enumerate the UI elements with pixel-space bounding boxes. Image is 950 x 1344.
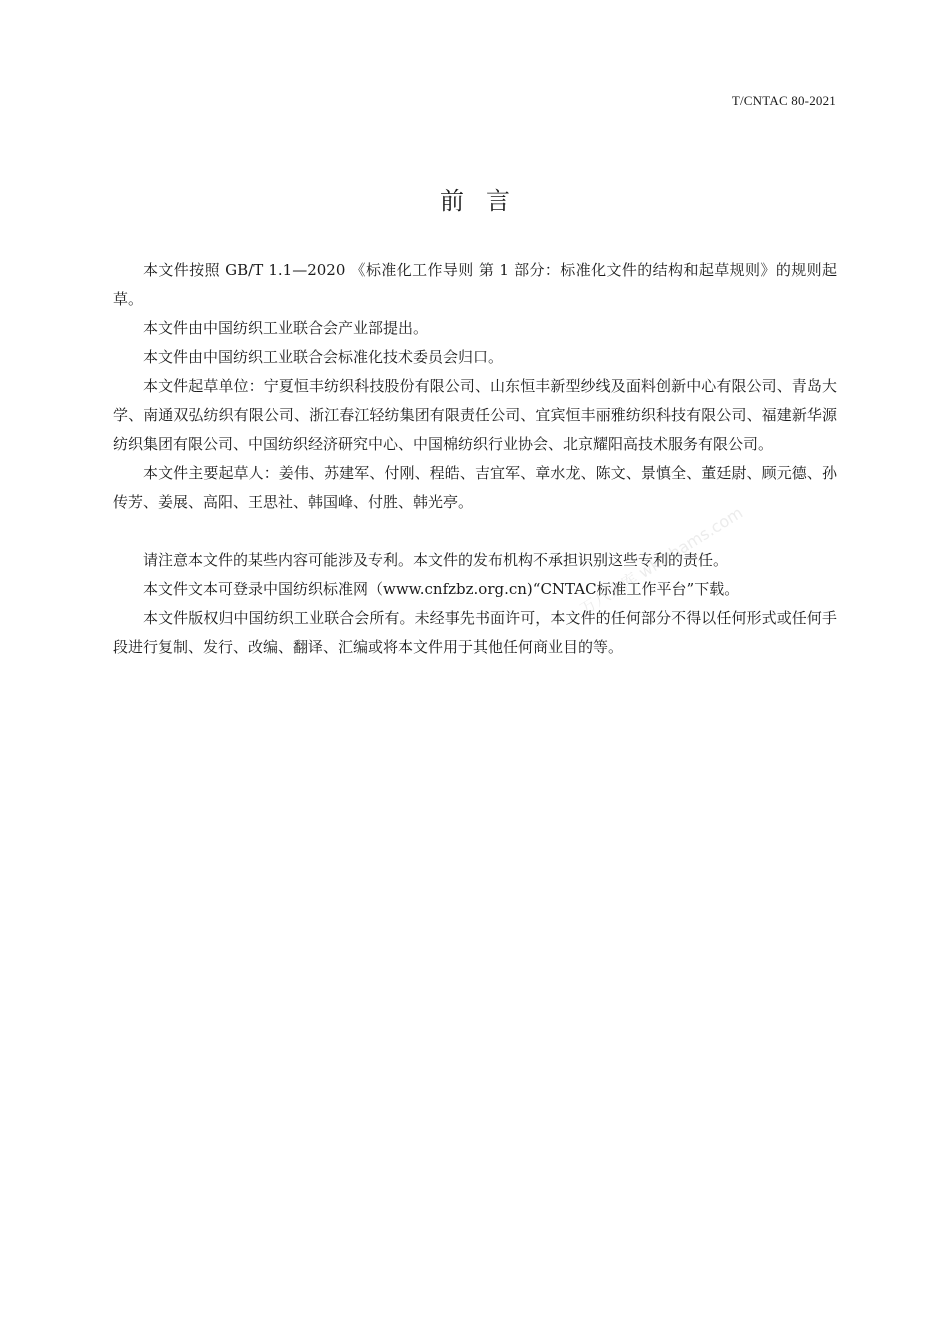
section-spacer [113, 517, 837, 546]
paragraph-drafting-units: 本文件起草单位：宁夏恒丰纺织科技股份有限公司、山东恒丰新型纱线及面料创新中心有限公司、青岛大学、南通双弘纺织有限公司、浙江春江轻纺集团有限责任公司、宜宾恒丰丽雅纺织科技有限公司、福建新华源纺织集团有限公司、中国纺织经济研究中心、中国棉纺织行业协会、北京耀阳高技术服务有限公司。 [113, 377, 837, 453]
document-number: T/CNTAC 80-2021 [731, 93, 836, 108]
page-title: 前言 [440, 187, 532, 215]
paragraph-proposer: 本文件由中国纺织工业联合会产业部提出。 [143, 319, 429, 337]
watermark: 万八文库 wk.zhams.com [576, 502, 747, 619]
paragraph-drafting-rules: 本文件按照 GB/T 1.1—2020 《标准化工作导则 第 1 部分：标准化文件的结构和起草规则》的规则起草。 [113, 261, 837, 308]
paragraph-centralized-unit: 本文件由中国纺织工业联合会标准化技术委员会归口。 [143, 348, 504, 366]
document-body [113, 256, 837, 662]
paragraph-copyright: 本文件版权归中国纺织工业联合会所有。未经事先书面许可，本文件的任何部分不得以任何形式或任何手段进行复制、发行、改编、翻译、汇编或将本文件用于其他任何商业目的等。 [113, 609, 837, 656]
paragraph-drafters: 本文件主要起草人：姜伟、苏建军、付刚、程皓、吉宜军、章水龙、陈文、景慎全、董廷尉、顾元德、孙传芳、姜展、高阳、王思社、韩国峰、付胜、韩光亭。 [113, 464, 837, 511]
paragraph-patent-notice: 请注意本文件的某些内容可能涉及专利。本文件的发布机构不承担识别这些专利的责任。 [143, 551, 729, 569]
paragraph-download-info: 本文件文本可登录中国纺织标准网（www.cnfzbz.org.cn)“CNTAC标准工作平台”下载。 [143, 580, 740, 598]
